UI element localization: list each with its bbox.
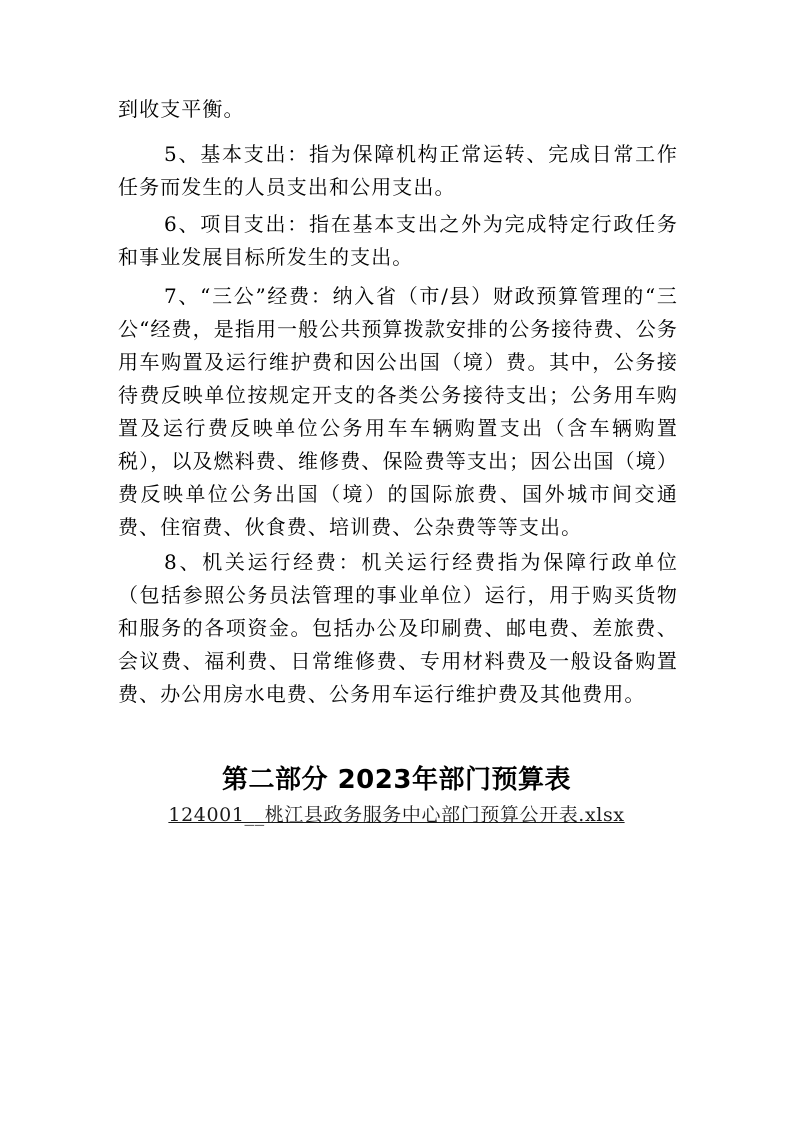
paragraph-item-6: 6、项目支出：指在基本支出之外为完成特定行政任务和事业发展目标所发生的支出。 — [118, 212, 678, 269]
paragraph-item-8: 8、机关运行经费：机关运行经费指为保障行政单位（包括参照公务员法管理的事业单位）运行，用于购买货物和服务的各项资金。包括办公及印刷费、邮电费、差旅费、会议费、福利费、日常维修费、专用材料费及一般设备购置费、办公用房水电费、公务用车运行维护费及其他费用。 — [118, 550, 678, 706]
section-title: 第二部分 2023年部门预算表 — [222, 765, 571, 795]
attachment-file-link[interactable]: 124001__桃江县政务服务中心部门预算公开表.xlsx — [168, 804, 625, 826]
paragraph-continuation: 到收支平衡。 — [118, 97, 245, 121]
paragraph-item-7: 7、“三公”经费：纳入省（市/县）财政预算管理的“三公“经费，是指用一般公共预算拨款安排的公务接待费、公务用车购置及运行维护费和因公出国（境）费。其中，公务接待费反映单位按规定开支的各类公务接待支出；公务用车购置及运行费反映单位公务用车车辆购置支出（含车辆购置税），以及燃料费、维修费、保险费等支出；因公出国（境）费反映单位公务出国（境）的国际旅费、国外城市间交通费、住宿费、伙食费、培训费、公杂费等等支出。 — [118, 284, 678, 539]
paragraph-item-5: 5、基本支出：指为保障机构正常运转、完成日常工作任务而发生的人员支出和公用支出。 — [118, 142, 678, 199]
